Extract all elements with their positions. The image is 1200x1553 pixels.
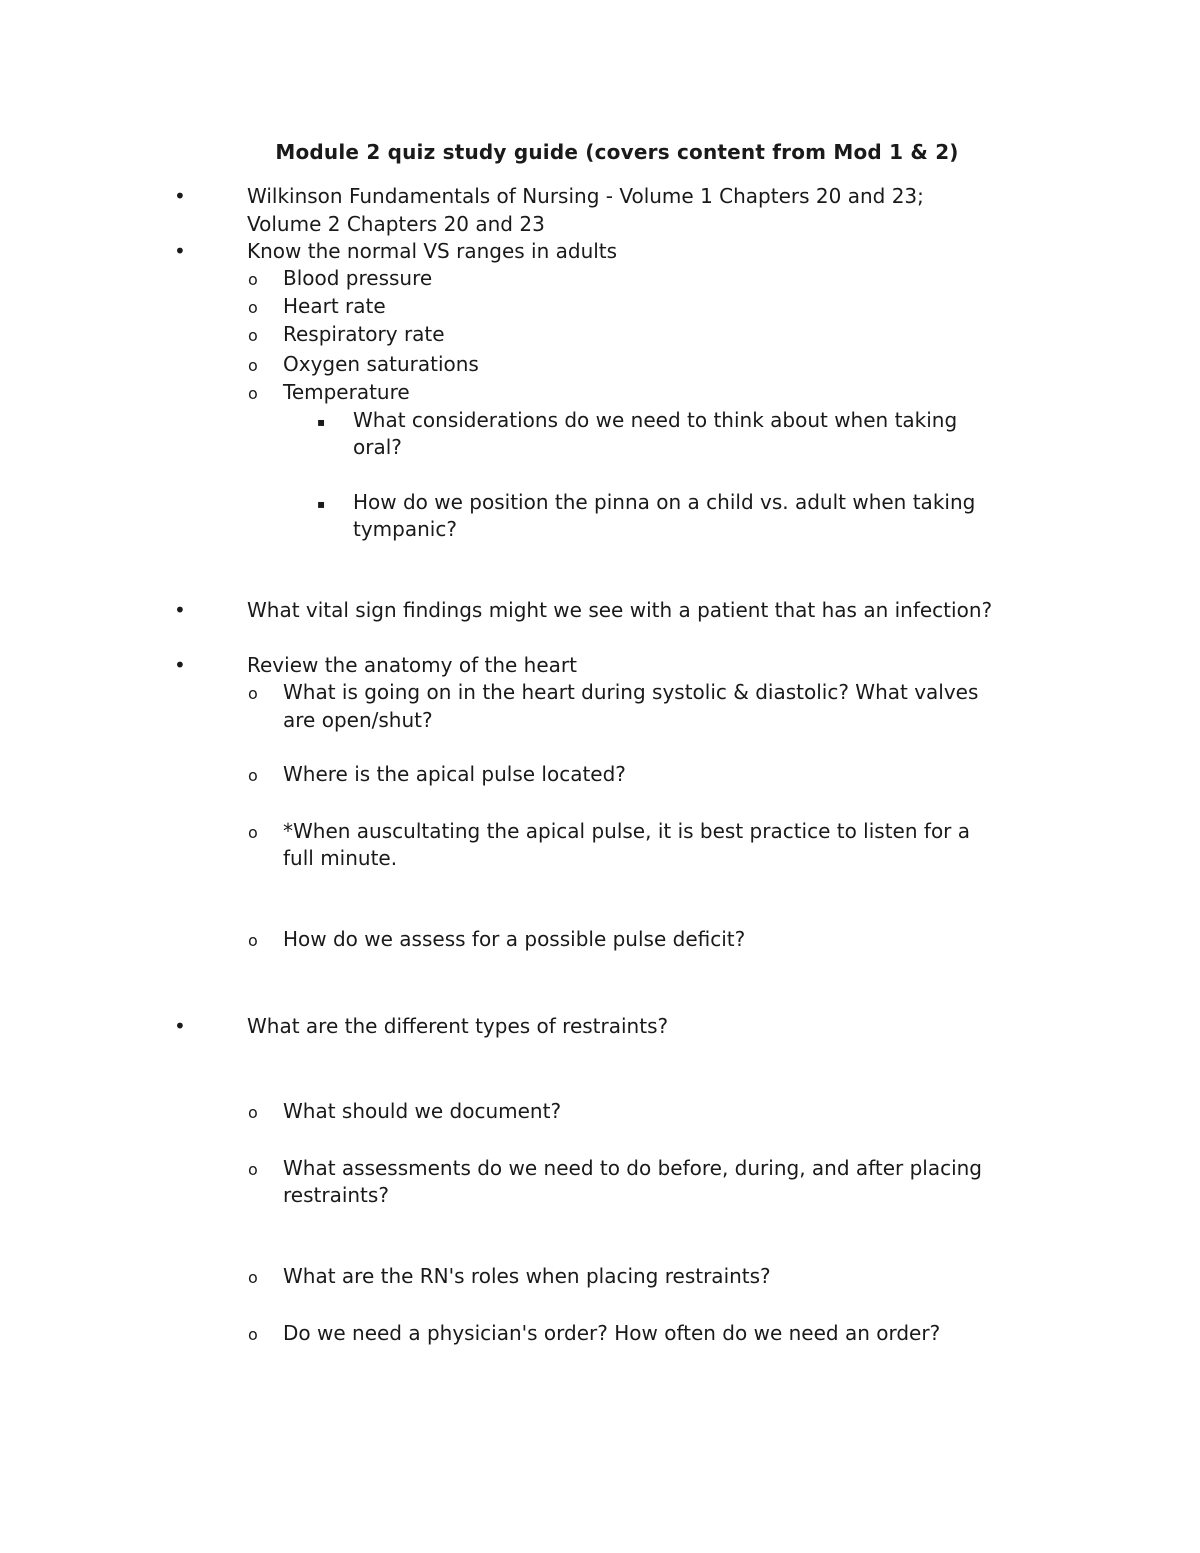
list-item-text: Blood pressure [283,266,433,290]
list-item-text: What are the RN's roles when placing restraints? [283,1264,771,1288]
list-item-text: oral? [353,435,402,459]
list-item-text: Where is the apical pulse located? [283,762,626,786]
bullet-level1: • [174,184,186,208]
list-item-text: restraints? [283,1183,389,1207]
list-item-text: Volume 2 Chapters 20 and 23 [247,212,545,236]
list-item-text: What are the different types of restraints? [247,1014,669,1038]
list-item-text: Respiratory rate [283,322,445,346]
list-item-text: Oxygen saturations [283,352,479,376]
bullet-level2: o [248,1325,258,1344]
list-item-text: What assessments do we need to do before, during, and after placing [283,1156,983,1180]
list-item-text: Know the normal VS ranges in adults [247,239,618,263]
document-title: Module 2 quiz study guide (covers content from Mod 1 & 2) [275,140,959,164]
list-item-text: are open/shut? [283,708,433,732]
bullet-level2: o [248,1103,258,1122]
bullet-level2: o [248,298,258,317]
bullet-level2: o [248,766,258,785]
bullet-level2: o [248,384,258,403]
list-item-text: How do we assess for a possible pulse deficit? [283,927,746,951]
bullet-level2: o [248,326,258,345]
list-item-text: *When auscultating the apical pulse, it is best practice to listen for a [283,819,971,843]
bullet-level2: o [248,823,258,842]
bullet-level2: o [248,684,258,703]
bullet-level1: • [174,653,186,677]
list-item-text: What should we document? [283,1099,562,1123]
bullet-level3: ▪ [317,497,326,511]
bullet-level1: • [174,239,186,263]
list-item-text: Temperature [283,380,410,404]
list-item-text: What vital sign findings might we see with a patient that has an infection? [247,598,993,622]
list-item-text: What is going on in the heart during systolic & diastolic? What valves [283,680,979,704]
list-item-text: Do we need a physician's order? How often do we need an order? [283,1321,941,1345]
bullet-level1: • [174,598,186,622]
bullet-level2: o [248,1268,258,1287]
list-item-text: How do we position the pinna on a child vs. adult when taking [353,490,976,514]
list-item-text: What considerations do we need to think about when taking [353,408,958,432]
bullet-level2: o [248,931,258,950]
bullet-level2: o [248,356,258,375]
bullet-level1: • [174,1014,186,1038]
bullet-level3: ▪ [317,415,326,429]
list-item-text: Review the anatomy of the heart [247,653,577,677]
bullet-level2: o [248,1160,258,1179]
list-item-text: tympanic? [353,517,457,541]
bullet-level2: o [248,270,258,289]
list-item-text: full minute. [283,846,398,870]
list-item-text: Heart rate [283,294,386,318]
list-item-text: Wilkinson Fundamentals of Nursing - Volume 1 Chapters 20 and 23; [247,184,924,208]
